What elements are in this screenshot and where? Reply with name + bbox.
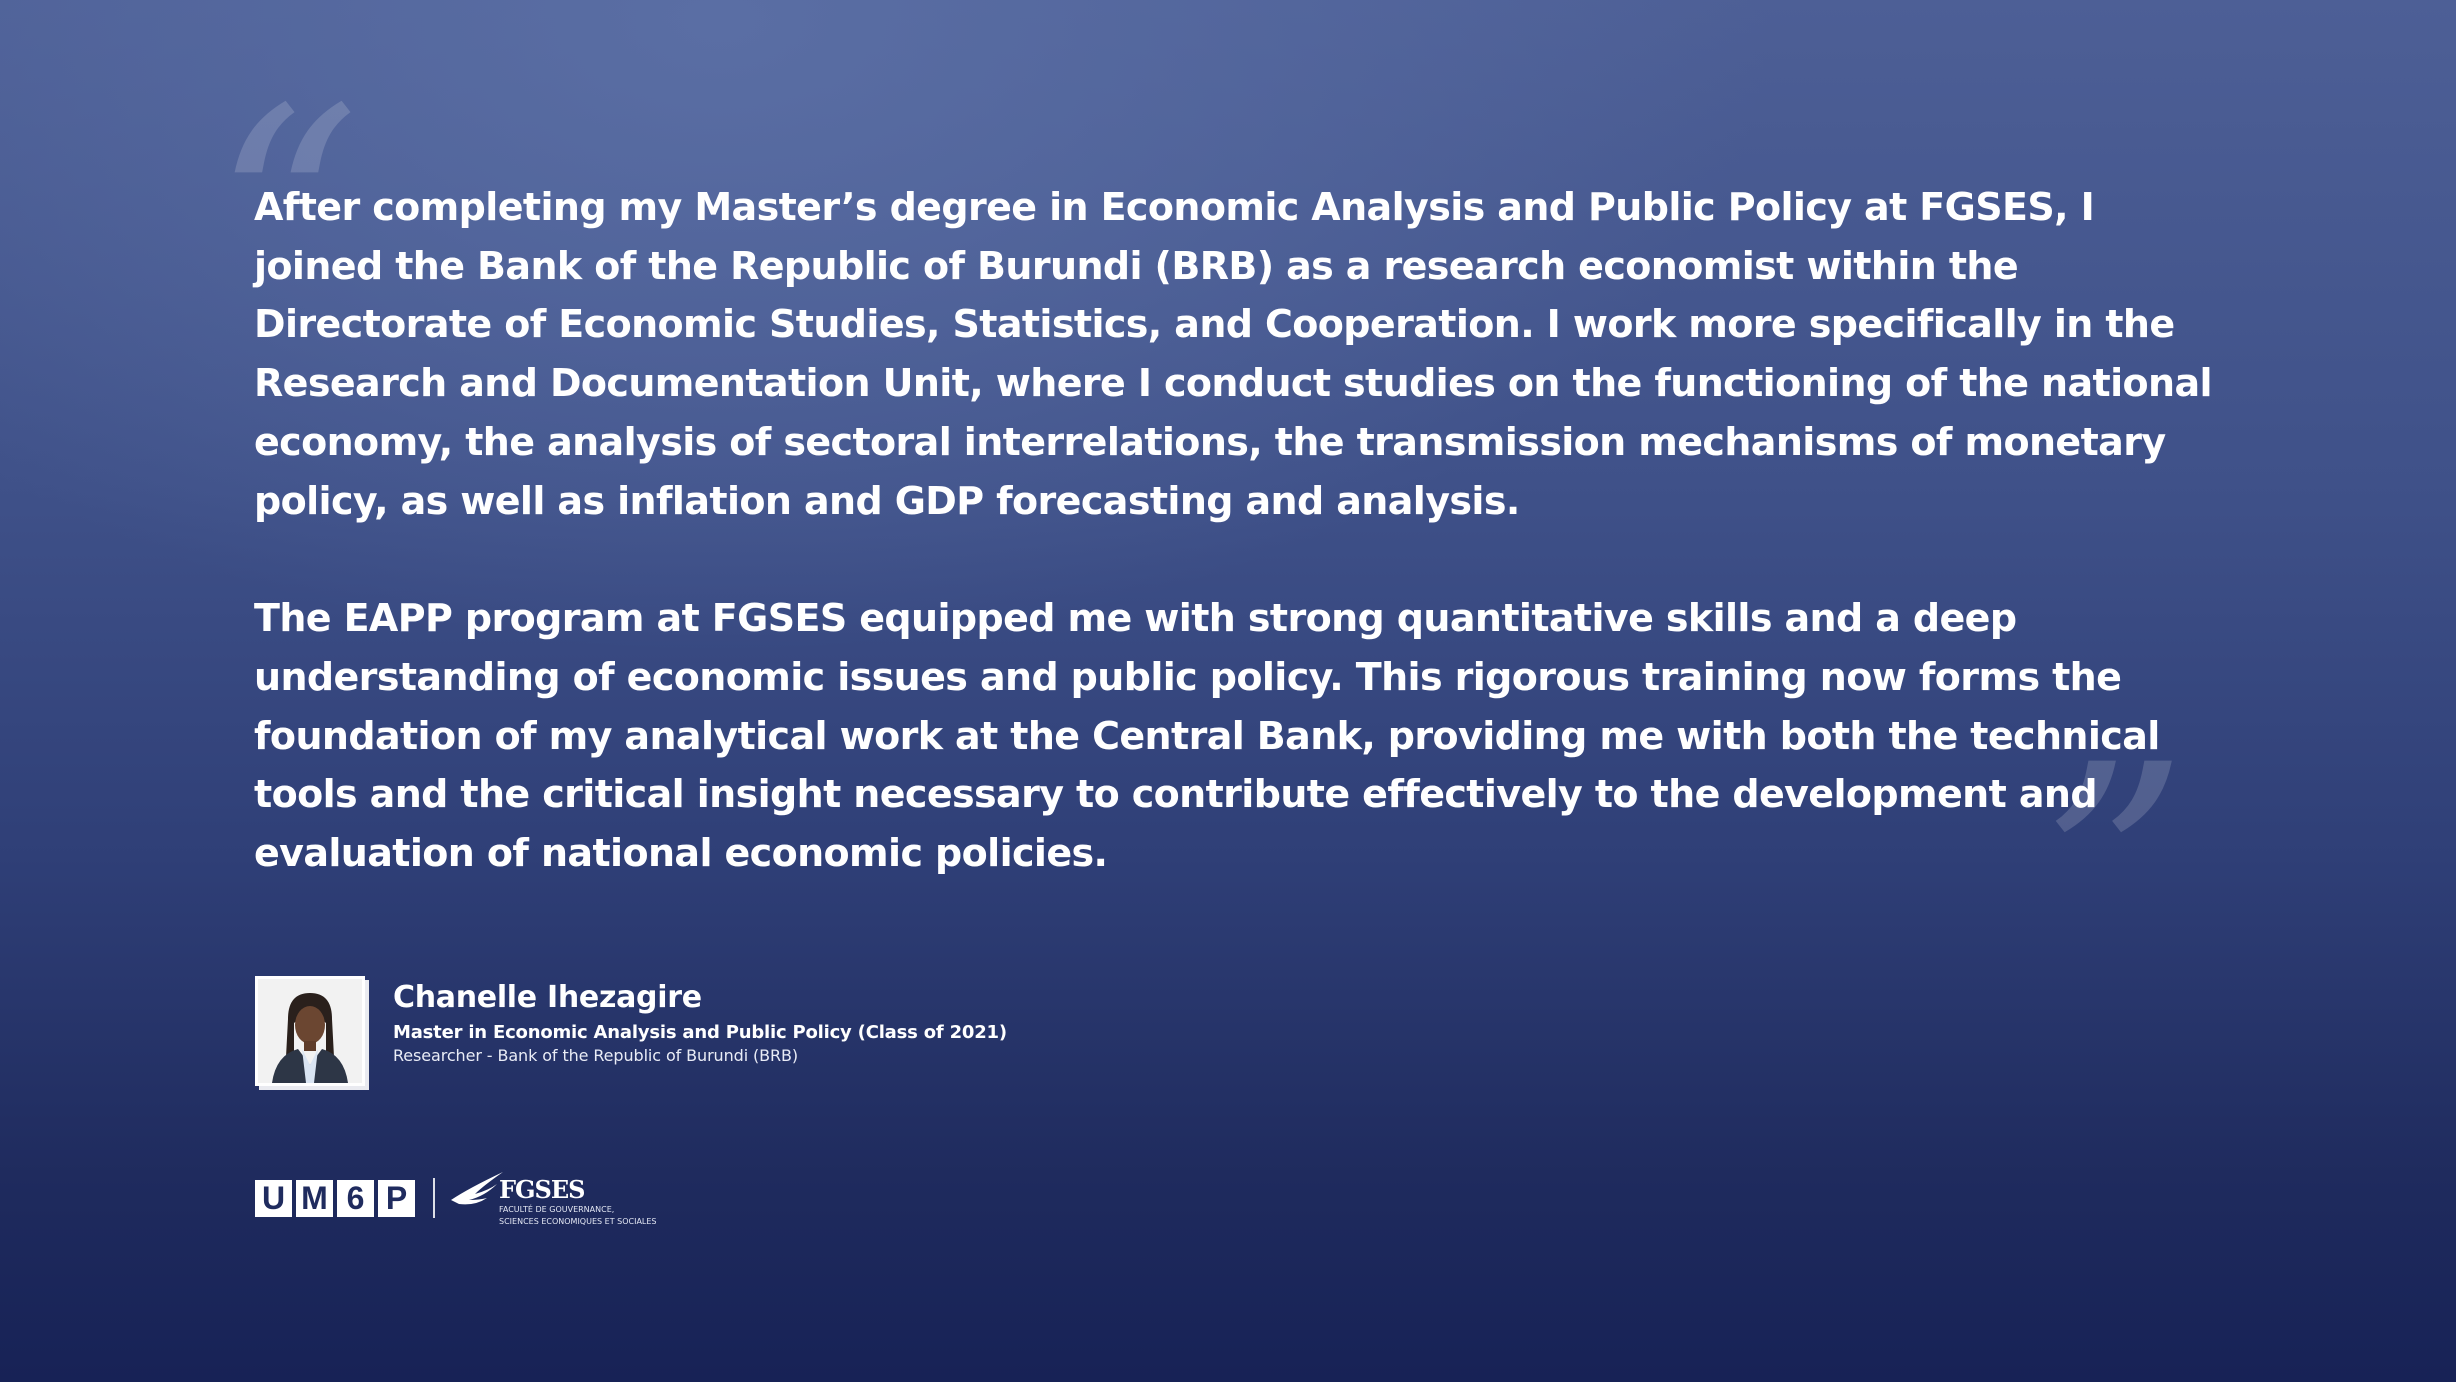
fgses-name: FGSES bbox=[499, 1175, 585, 1204]
person-portrait-icon bbox=[255, 976, 365, 1086]
quote-paragraph-1: After completing my Master’s degree in Economic Analysis and Public Policy at FGSES, I joined the Bank of the Republic of Burundi (BRB) as a research economist within the Directorate of Economic Studies, Statistics, and Cooperation. I work more specifically in the Research and Documentation Unit, where I conduct studies on the functioning of the national economy, the analysis of sectoral interrelations, the transmission mechanisms of monetary policy, as well as inflation and GDP forecasting and analysis. bbox=[254, 185, 2212, 523]
um6p-letter-p: P bbox=[378, 1180, 415, 1217]
author-role: Researcher - Bank of the Republic of Burundi (BRB) bbox=[393, 1046, 799, 1065]
fgses-wing-icon bbox=[449, 1170, 505, 1210]
author-name: Chanelle Ihezagire bbox=[393, 980, 702, 1015]
quote-paragraph-2: The EAPP program at FGSES equipped me with strong quantitative skills and a deep understanding of economic issues and public policy. This rigorous training now forms the foundation of my analytical work at the Central Bank, providing me with both the technical tools and the critical insight necessary to contribute effectively to the development and evaluation of national economic policies. bbox=[254, 596, 2160, 876]
fgses-subtitle-line-1: FACULTÉ DE GOUVERNANCE, bbox=[499, 1205, 615, 1214]
author-degree: Master in Economic Analysis and Public Policy (Class of 2021) bbox=[393, 1022, 1007, 1043]
author-block bbox=[255, 976, 1007, 1086]
close-quote-mark: ” bbox=[2040, 704, 2189, 1041]
um6p-letter-m: M bbox=[296, 1180, 333, 1217]
fgses-logo bbox=[449, 1170, 657, 1226]
open-quote-mark: “ bbox=[212, 48, 361, 385]
um6p-letter-6: 6 bbox=[337, 1180, 374, 1217]
testimonial-quote bbox=[254, 178, 2214, 883]
um6p-letter-u: U bbox=[255, 1180, 292, 1217]
fgses-subtitle-line-2: SCIENCES ECONOMIQUES ET SOCIALES bbox=[499, 1217, 657, 1227]
logo-divider bbox=[433, 1178, 435, 1218]
footer-logos bbox=[255, 1170, 657, 1226]
um6p-logo bbox=[255, 1180, 415, 1217]
